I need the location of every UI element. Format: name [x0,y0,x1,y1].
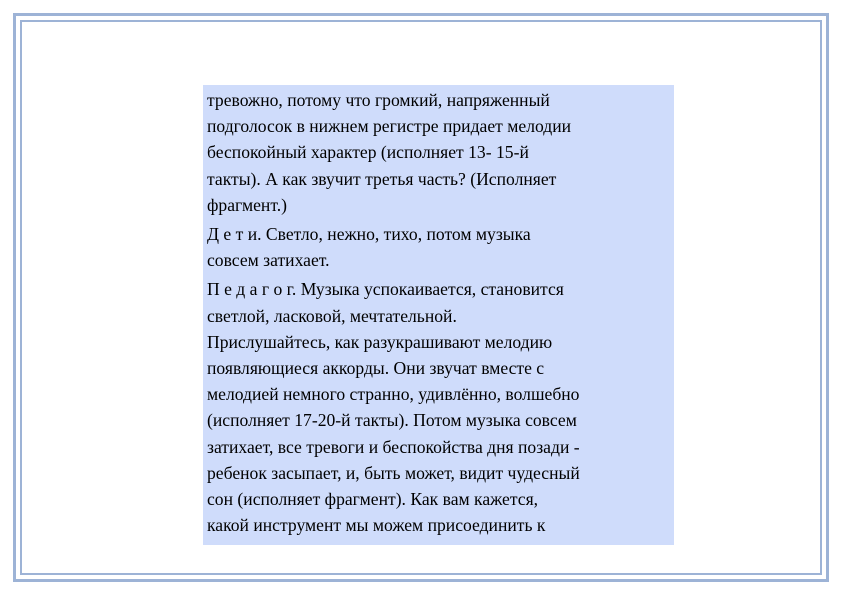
text-line: светлой, ласковой, мечтательной. [207,305,457,326]
text-line: ребенок засыпает, и, быть может, видит чудесный [207,462,580,483]
text-line: какой инструмент мы можем присоединить к [207,515,546,536]
text-line: появляющиеся аккорды. Они звучат вместе с [207,358,545,379]
text-line: (исполняет 17-20-й такты). Потом музыка совсем [207,410,577,431]
text-line: мелодией немного странно, удивлённо, волшебно [207,384,580,405]
text-block [203,85,674,545]
text-line: Д е т и. Светло, нежно, тихо, потом музыка [207,224,531,245]
text-line: затихает, все тревоги и беспокойства дня позади - [207,436,580,457]
text-line: тревожно, потому что громкий, напряженный [207,90,550,110]
text-line: Прислушайтесь, как разукрашивают мелодию [207,331,553,352]
text-line: подголосок в нижнем регистре придает мелодии [207,116,572,137]
paragraph-2 [207,221,674,273]
text-line: П е д а г о г. Музыка успокаивается, становится [207,279,564,300]
text-line: совсем затихает. [207,250,330,271]
text-line: фрагмент.) [207,194,287,215]
text-line: такты). А как звучит третья часть? (Исполняет [207,168,557,189]
text-line: сон (исполняет фрагмент). Как вам кажется, [207,489,539,510]
paragraph-3 [207,276,674,538]
paragraph-1 [207,87,674,218]
text-line: беспокойный характер (исполняет 13- 15-й [207,142,529,163]
